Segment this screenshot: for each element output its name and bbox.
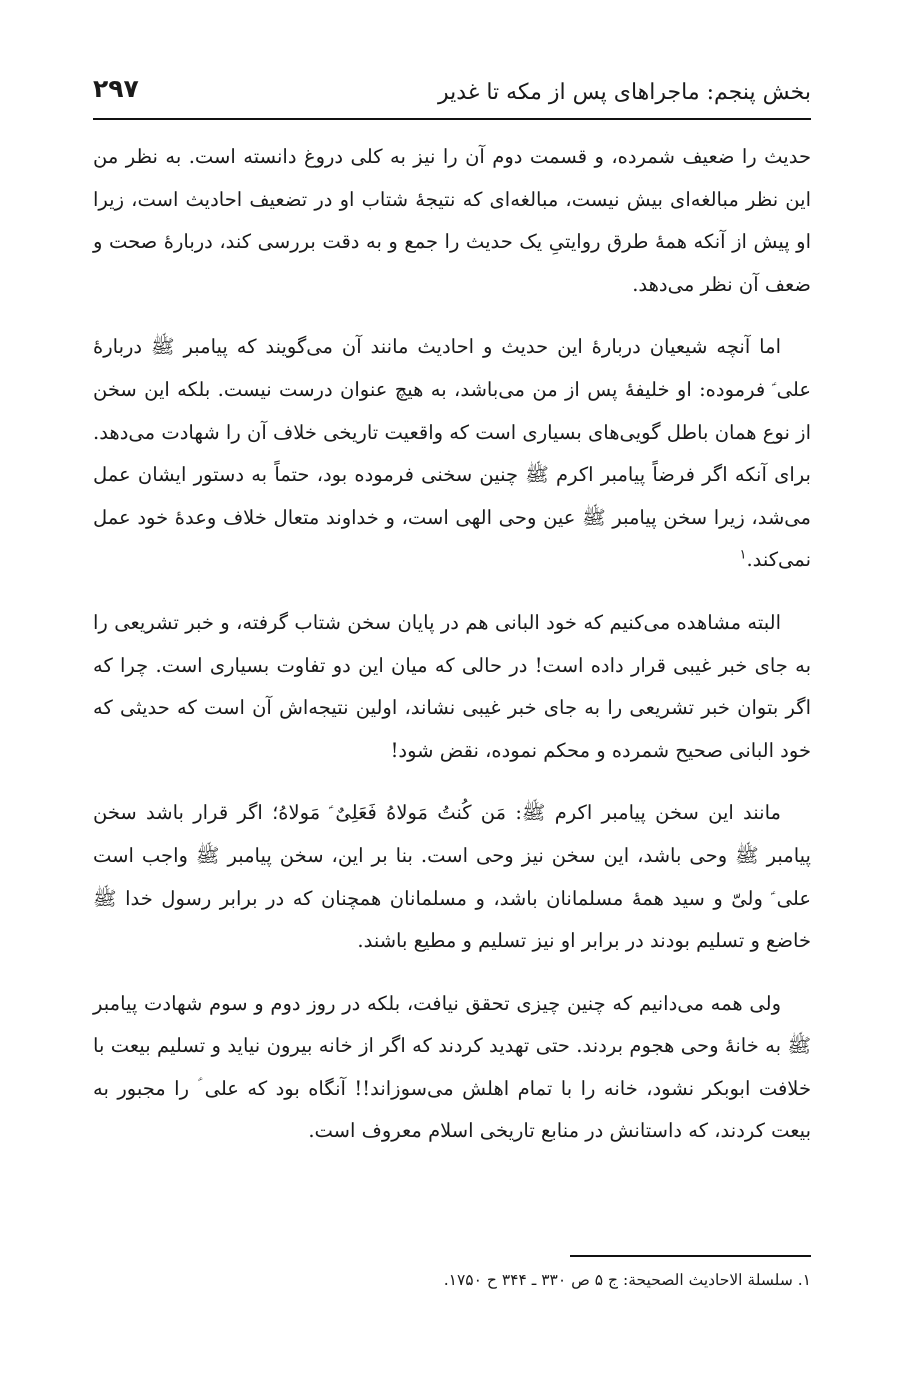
footnotes — [93, 1266, 811, 1294]
paragraph-text: اما آنچه شیعیان دربارهٔ این حدیث و احادیث مانند آن می‌گویند که پیامبر ﷺ دربارهٔ علی ؑ فرموده: او خلیفهٔ پس از من می‌باشد، به هیچ عنوان درست نیست. بلکه این سخن از نوع همان باطل گویی‌های بسیاری است که واقعیت تاریخی خلاف آن را شهادت می‌دهد. برای آنکه اگر فرضاً پیامبر اکرم ﷺ چنین سخنی فرموده بود، حتماً به دستور ایشان عمل می‌شد، زیرا سخن پیامبر ﷺ عین وحی الهی است، و خداوند متعال خلاف وعدهٔ خود عمل نمی‌کند. — [93, 335, 811, 572]
footnote: ۱. سلسلة الاحادیث الصحیحة: ج ۵ ص ۳۳۰ ـ ۳۴۴ ح ۱۷۵۰. — [443, 1271, 811, 1289]
footnote-marker: ۱ — [739, 547, 747, 563]
page-header — [93, 62, 811, 118]
running-title: بخش پنجم: ماجراهای پس از مکه تا غدیر — [438, 80, 811, 105]
header-rule — [93, 118, 811, 120]
paragraph: البته مشاهده می‌کنیم که خود البانی هم در پایان سخن شتاب گرفته، و خبر تشریعی را به جای خبر غیبی قرار داده است! در حالی که میان این دو تفاوت بسیاری است. چرا که اگر بتوان خبر تشریعی را به جای خبر غیبی نشاند، اولین نتیجه‌اش آن است که حدیثی که خود البانی صحیح شمرده و محکم نموده، نقض شود! — [93, 610, 811, 762]
paragraph — [93, 326, 811, 582]
page-number: ۲۹۷ — [93, 74, 139, 103]
body-text — [93, 136, 811, 1173]
paragraph: حدیث را ضعیف شمرده، و قسمت دوم آن را نیز به کلی دروغ دانسته است. به نظر من این نظر مبالغه‌ای بیش نیست، مبالغه‌ای که نتیجهٔ شتاب او در تضعیف احادیث است، زیرا او پیش از آنکه همهٔ طرق روایتیِ یک حدیث را جمع و به دقت بررسی کند، دربارهٔ صحت و ضعف آن نظر می‌دهد. — [93, 145, 811, 296]
paragraph: مانند این سخن پیامبر اکرم ﷺ: مَن کُنتُ مَولاهُ فَعَلِیٌ ؑ مَولاهُ؛ اگر قرار باشد سخن پیامبر ﷺ وحی باشد، این سخن نیز وحی است. بنا بر این، سخن پیامبر ﷺ واجب است علی ؑ ولیّ و سید همهٔ مسلمانان باشد، و مسلمانان همچنان که در برابر رسول خدا ﷺ خاضع و تسلیم بودند در برابر او نیز تسلیم و مطیع باشند. — [93, 801, 811, 953]
footnote-rule — [570, 1255, 811, 1257]
paragraph: ولی همه می‌دانیم که چنین چیزی تحقق نیافت، بلکه در روز دوم و سوم شهادت پیامبر ﷺ به خانهٔ وحی هجوم بردند. حتی تهدید کردند که اگر از خانه بیرون نیاید و تسلیم بیعت با خلافت ابوبکر نشود، خانه را با تمام اهلش می‌سوزاند!! آنگاه بود که علی ؑ را مجبور به بیعت کردند، که داستانش در منابع تاریخی اسلام معروف است. — [93, 991, 811, 1143]
